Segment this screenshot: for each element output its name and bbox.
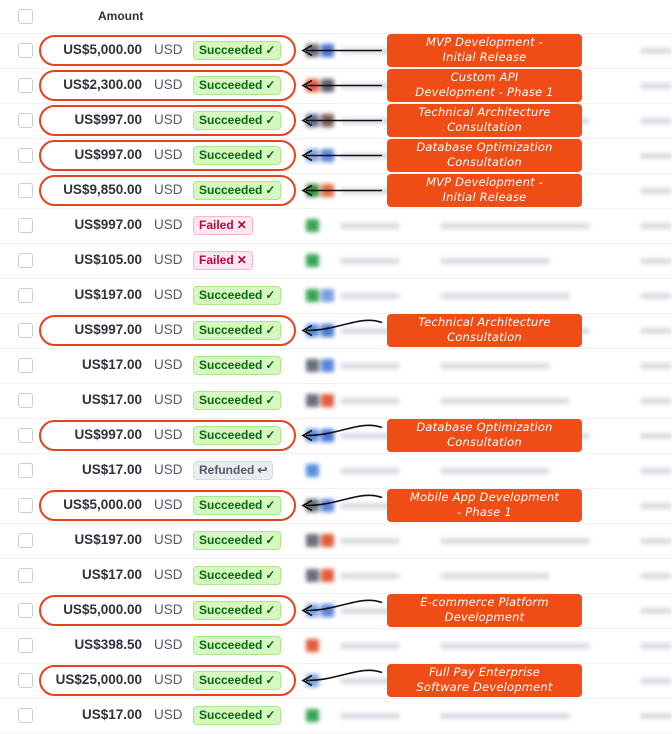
status-label: Succeeded	[199, 393, 263, 407]
currency-code: USD	[154, 42, 183, 57]
annotation-arrow	[306, 425, 382, 435]
currency-code: USD	[154, 77, 183, 92]
amount-value: US$17.00	[81, 707, 142, 722]
currency-code: USD	[154, 112, 183, 127]
annotation-line: Consultation	[447, 155, 522, 169]
x-icon: ✕	[236, 218, 247, 232]
highlight-oval	[39, 315, 296, 346]
checkmark-icon: ✓	[265, 148, 276, 162]
annotation-line: Technical Architecture	[418, 105, 551, 119]
status-label: Succeeded	[199, 568, 263, 582]
status-label: Failed	[199, 253, 234, 267]
annotation-label	[387, 174, 582, 207]
annotation-line: Custom API	[450, 70, 519, 84]
status-label: Succeeded	[199, 288, 263, 302]
highlight-oval	[39, 420, 296, 451]
checkmark-icon: ✓	[265, 428, 276, 442]
currency-code: USD	[154, 637, 183, 652]
annotation-label	[387, 104, 582, 137]
amount-value: US$5,000.00	[63, 42, 142, 57]
highlight-oval	[39, 105, 296, 136]
annotation-line: MVP Development -	[425, 35, 543, 49]
currency-code: USD	[154, 182, 183, 197]
currency-code: USD	[154, 567, 183, 582]
annotation-line: Mobile App Development	[409, 490, 560, 504]
amount-value: US$398.50	[74, 637, 142, 652]
amount-value: US$5,000.00	[63, 602, 142, 617]
annotation-label	[387, 419, 582, 452]
status-label: Succeeded	[199, 43, 263, 57]
currency-code: USD	[154, 147, 183, 162]
status-label: Succeeded	[199, 113, 263, 127]
status-label: Succeeded	[199, 638, 263, 652]
highlight-oval	[39, 175, 296, 206]
status-label: Succeeded	[199, 78, 263, 92]
highlight-oval	[39, 140, 296, 171]
return-arrow-icon: ↩	[257, 463, 268, 477]
annotation-line: Consultation	[447, 435, 522, 449]
checkmark-icon: ✓	[265, 708, 276, 722]
checkmark-icon: ✓	[265, 498, 276, 512]
amount-value: US$17.00	[81, 392, 142, 407]
currency-code: USD	[154, 462, 183, 477]
checkmark-icon: ✓	[265, 78, 276, 92]
amount-value: US$17.00	[81, 567, 142, 582]
amount-value: US$197.00	[74, 287, 142, 302]
annotation-line: Database Optimization	[416, 420, 553, 434]
currency-code: USD	[154, 322, 183, 337]
status-label: Succeeded	[199, 533, 263, 547]
annotation-label	[387, 69, 582, 102]
status-label: Succeeded	[199, 428, 263, 442]
status-label: Failed	[199, 218, 234, 232]
currency-code: USD	[154, 427, 183, 442]
annotation-line: Full Pay Enterprise	[429, 665, 540, 679]
amount-value: US$105.00	[74, 252, 142, 267]
highlight-oval	[39, 70, 296, 101]
annotation-arrow	[306, 320, 382, 330]
currency-code: USD	[154, 672, 183, 687]
annotation-line: Development - Phase 1	[415, 85, 554, 99]
amount-value: US$997.00	[74, 427, 142, 442]
status-label: Succeeded	[199, 323, 263, 337]
annotation-line: E-commerce Platform	[420, 595, 549, 609]
annotation-line: Software Development	[416, 680, 553, 694]
annotation-label	[387, 594, 582, 627]
checkmark-icon: ✓	[265, 323, 276, 337]
annotation-line: Initial Release	[442, 50, 527, 64]
amount-value: US$17.00	[81, 357, 142, 372]
checkmark-icon: ✓	[265, 393, 276, 407]
annotation-line: Technical Architecture	[418, 315, 551, 329]
highlight-oval	[39, 35, 296, 66]
annotation-line: Initial Release	[442, 190, 527, 204]
checkmark-icon: ✓	[265, 358, 276, 372]
status-label: Succeeded	[199, 603, 263, 617]
status-label: Succeeded	[199, 673, 263, 687]
currency-code: USD	[154, 357, 183, 372]
highlight-oval	[39, 665, 296, 696]
annotation-label	[387, 139, 582, 172]
checkmark-icon: ✓	[265, 533, 276, 547]
amount-value: US$197.00	[74, 532, 142, 547]
amount-value: US$25,000.00	[55, 672, 142, 687]
checkmark-icon: ✓	[265, 638, 276, 652]
annotation-arrow	[306, 670, 382, 680]
currency-code: USD	[154, 497, 183, 512]
annotation-label	[387, 489, 582, 522]
status-label: Succeeded	[199, 498, 263, 512]
currency-code: USD	[154, 217, 183, 232]
amount-value: US$997.00	[74, 147, 142, 162]
currency-code: USD	[154, 252, 183, 267]
status-label: Succeeded	[199, 358, 263, 372]
amount-value: US$17.00	[81, 462, 142, 477]
checkmark-icon: ✓	[265, 673, 276, 687]
amount-value: US$9,850.00	[63, 182, 142, 197]
annotation-label	[387, 34, 582, 67]
annotation-line: Development	[444, 610, 525, 624]
currency-code: USD	[154, 602, 183, 617]
currency-code: USD	[154, 707, 183, 722]
status-label: Succeeded	[199, 183, 263, 197]
annotation-line: MVP Development -	[425, 175, 543, 189]
annotation-line: Consultation	[447, 330, 522, 344]
annotation-label	[387, 314, 582, 347]
annotation-line: Database Optimization	[416, 140, 553, 154]
annotation-label	[387, 664, 582, 697]
currency-code: USD	[154, 392, 183, 407]
annotation-line: Consultation	[447, 120, 522, 134]
checkmark-icon: ✓	[265, 603, 276, 617]
amount-value: US$997.00	[74, 217, 142, 232]
checkmark-icon: ✓	[265, 568, 276, 582]
status-label: Succeeded	[199, 708, 263, 722]
checkmark-icon: ✓	[265, 183, 276, 197]
amount-value: US$997.00	[74, 322, 142, 337]
checkmark-icon: ✓	[265, 288, 276, 302]
x-icon: ✕	[236, 253, 247, 267]
currency-code: USD	[154, 532, 183, 547]
currency-code: USD	[154, 287, 183, 302]
amount-value: US$5,000.00	[63, 497, 142, 512]
checkmark-icon: ✓	[265, 43, 276, 57]
amount-value: US$2,300.00	[63, 77, 142, 92]
annotation-arrow	[306, 600, 382, 610]
status-label: Succeeded	[199, 148, 263, 162]
highlight-oval	[39, 490, 296, 521]
amount-value: US$997.00	[74, 112, 142, 127]
annotation-line: - Phase 1	[457, 505, 512, 519]
checkmark-icon: ✓	[265, 113, 276, 127]
highlight-oval	[39, 595, 296, 626]
annotation-arrow	[306, 495, 382, 505]
status-label: Refunded	[199, 463, 255, 477]
column-header-amount[interactable]: Amount	[98, 9, 144, 23]
